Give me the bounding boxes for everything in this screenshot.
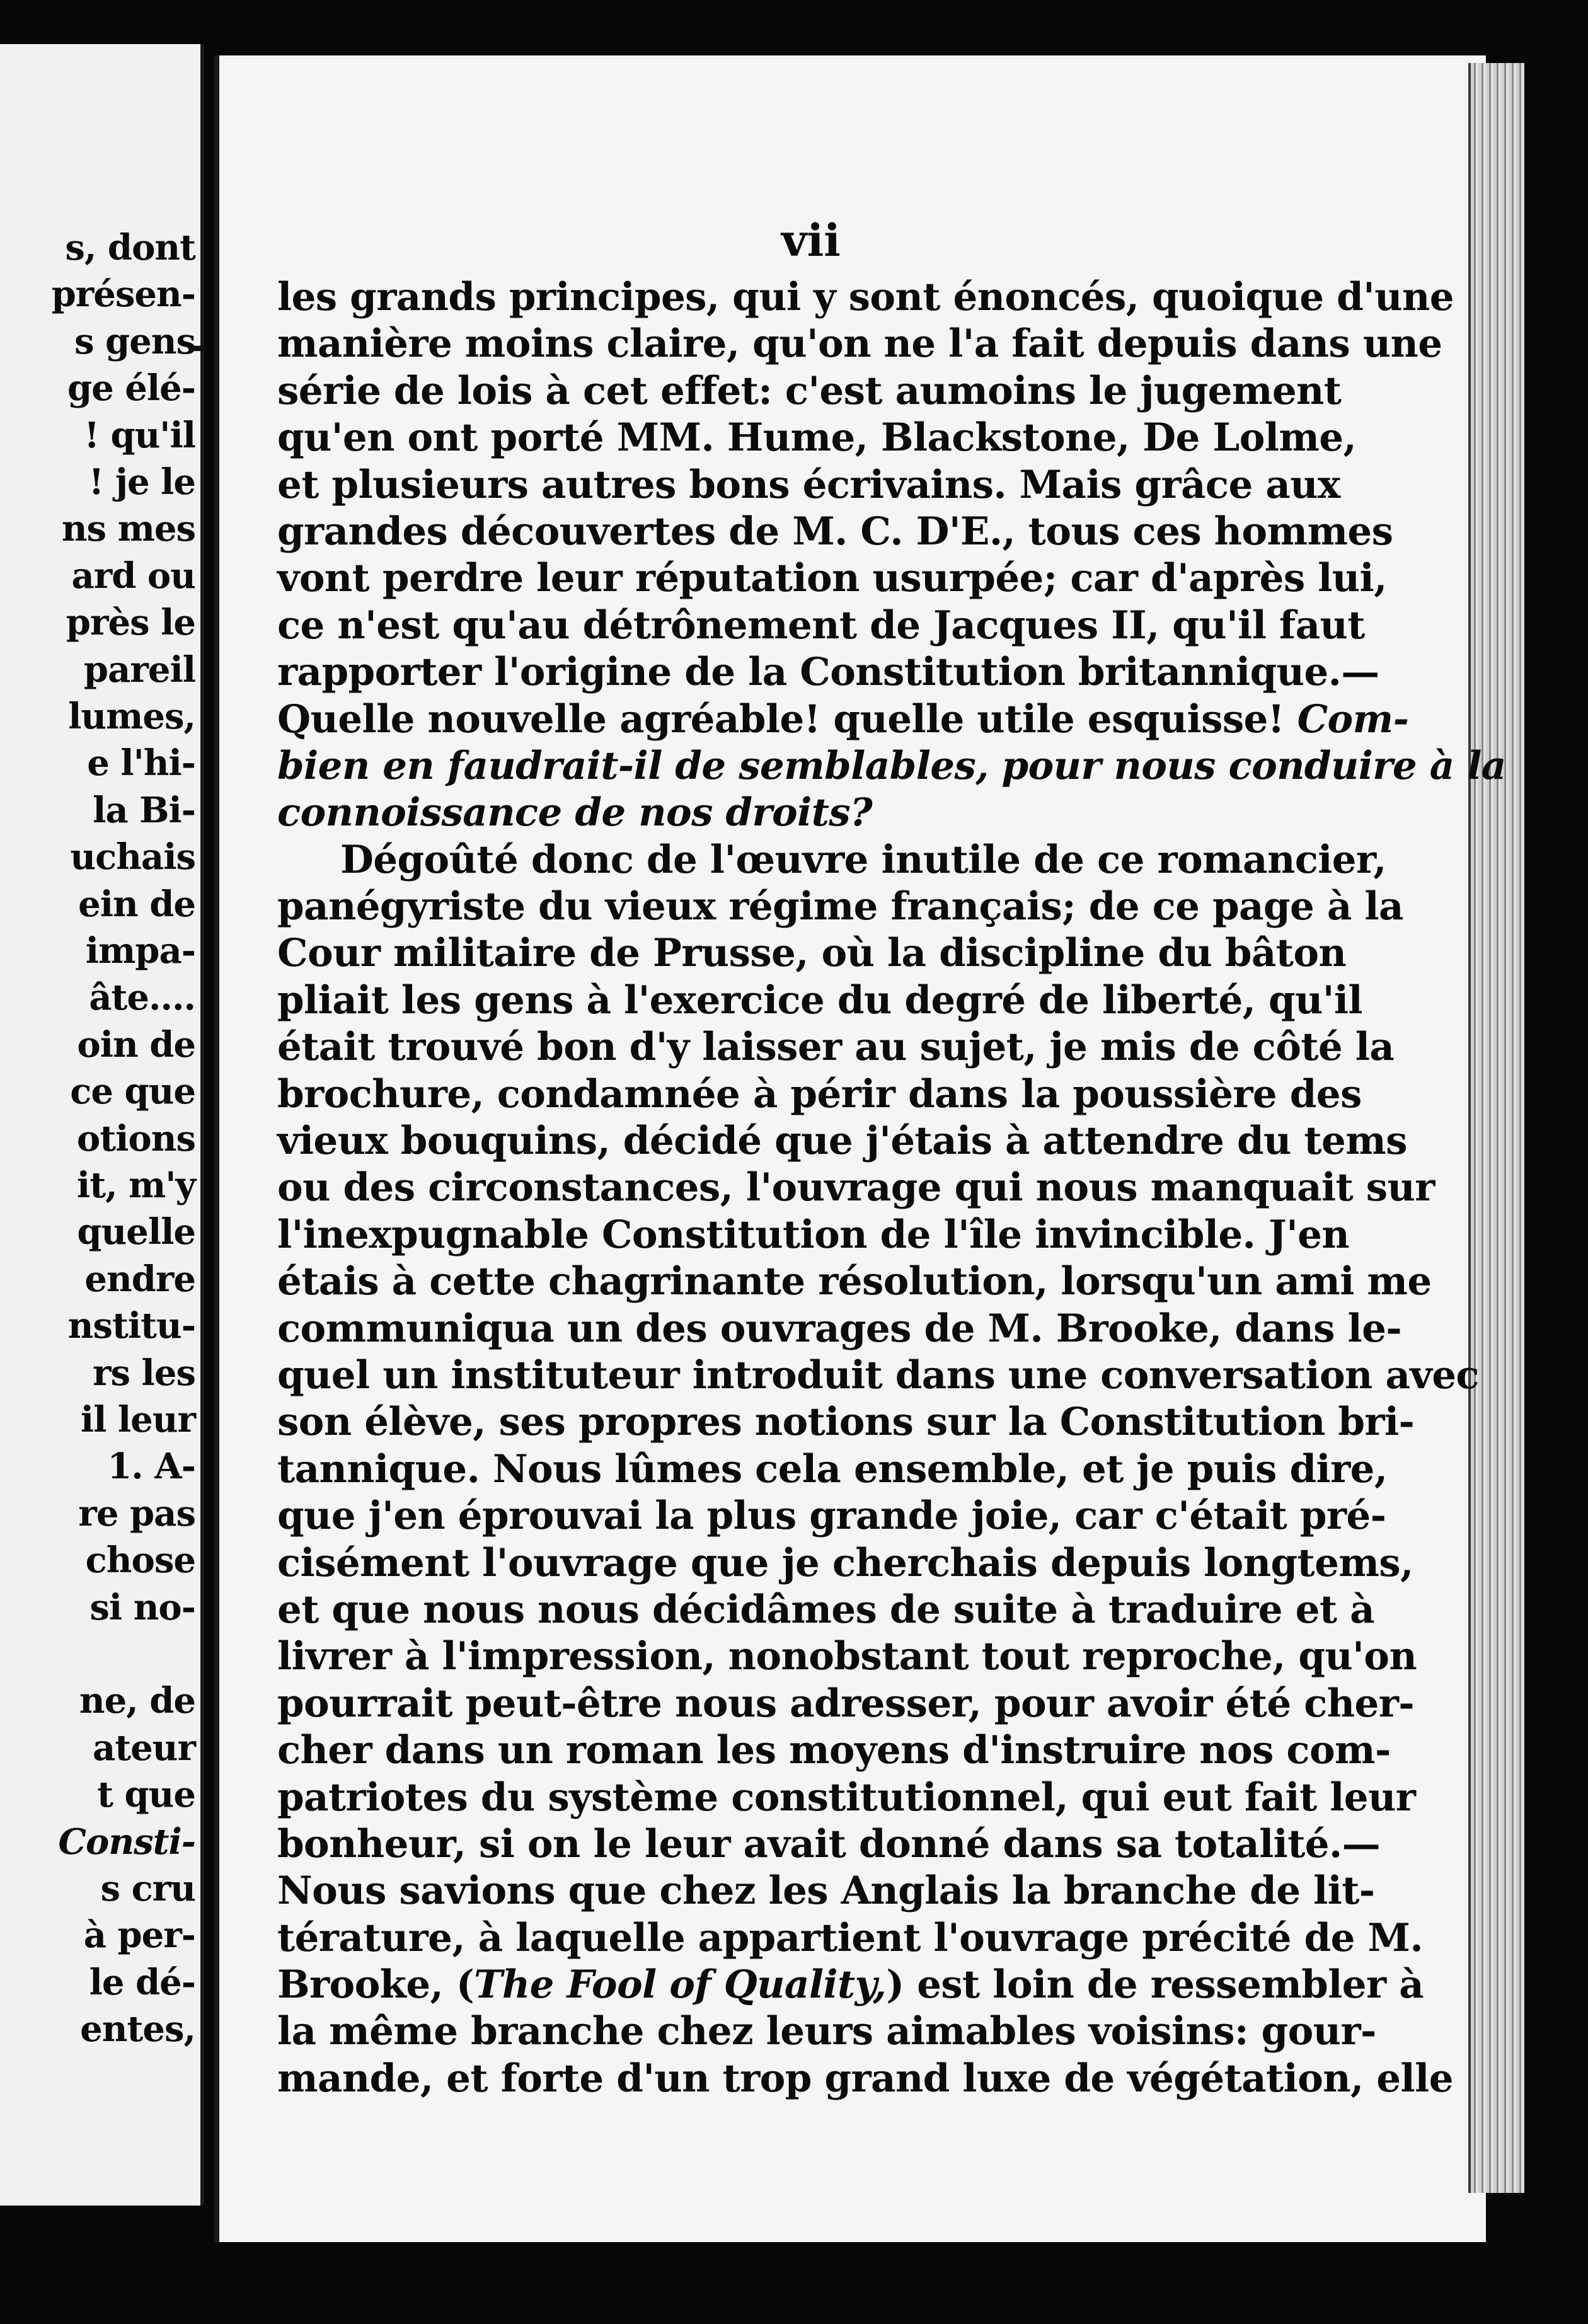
left-fragment-line: nstitu- [67,1305,195,1347]
left-fragment-line: ein de [78,883,195,925]
text-line [277,1681,1414,1727]
text-run: manière moins claire, qu'on ne l'a fait depuis dans une [277,321,1442,367]
left-fragment-line: âte.... [89,977,195,1019]
left-fragment-line: t que [97,1774,195,1816]
text-line [277,274,1454,321]
page-number: vii [781,214,841,267]
text-line [277,1212,1350,1258]
left-fragment-line: s gens [74,320,195,362]
stray-mark: ⁃ [190,328,209,372]
text-run: vieux bouquins, décidé que j'étais à attendre du tems [277,1119,1407,1164]
text-run: quel un instituteur introduit dans une conversation avec [277,1352,1479,1398]
body-text [277,274,1506,2102]
left-fragment-line: il leur [80,1399,195,1441]
left-fragment-line: oin de [77,1023,195,1066]
text-line [277,743,1506,790]
left-fragment-line: près le [66,602,195,644]
left-fragment-line: chose [85,1539,195,1582]
text-line [277,321,1442,367]
text-line [277,649,1379,696]
text-run: qu'en ont porté MM. Hume, Blackstone, De Lolme, [277,415,1357,461]
text-line [277,1306,1402,1352]
text-line [277,415,1357,461]
text-run: série de lois à cet effet: c'est aumoins le jugement [277,368,1342,413]
left-fragment-line: à per- [83,1914,195,1957]
left-fragment-line: ce que [70,1071,195,1113]
text-line [277,1024,1395,1071]
text-line [277,977,1362,1024]
previous-page-fragment [0,44,204,2206]
text-line [277,837,1386,883]
text-line [277,555,1387,602]
left-fragment-line: si no- [89,1586,195,1628]
text-run: et plusieurs autres bons écrivains. Mais grâce aux [277,462,1340,507]
left-fragment-line: ateur [93,1727,195,1769]
text-run: Dégoûté donc de l'œuvre inutile de ce romancier, [340,837,1386,882]
text-line [277,1727,1391,1774]
text-line [277,790,1317,836]
left-fragment-line: la Bi- [93,789,195,831]
left-fragment-line: ard ou [71,555,195,597]
left-fragment-line: quelle [77,1211,195,1253]
italic-run: Com- [1297,696,1409,742]
text-run: les grands principes, qui y sont énoncés, quoique d'une [277,275,1454,319]
text-line [277,1540,1413,1587]
text-run: cher dans un roman les moyens d'instruire nos com- [277,1728,1391,1773]
text-run: était trouvé bon d'y laisser au sujet, je mis de côté la [277,1025,1395,1070]
text-run: pliait les gens à l'exercice du degré de liberté, qu'il [277,977,1362,1023]
text-line [277,1633,1417,1680]
text-line [277,1821,1381,1868]
text-line [277,1915,1423,1962]
text-run: et que nous nous décidâmes de suite à traduire et à [277,1587,1374,1632]
text-run: tannique. Nous lûmes cela ensemble, et je puis dire, [277,1446,1388,1492]
left-fragment-line: le dé- [89,1961,195,2003]
text-line [277,509,1393,555]
left-fragment-line: it, m'y [76,1165,195,1206]
text-line [277,883,1403,930]
left-fragment-line: otions [76,1117,195,1159]
text-line [277,2056,1453,2102]
left-fragment-line: lumes, [68,696,195,737]
left-fragment-line: s cru [100,1868,195,1909]
text-run: ) est loin de ressembler à [886,1962,1424,2008]
text-line [277,462,1340,509]
left-fragment-line: ns mes [61,508,195,550]
italic-title: The Fool of Quality, [474,1962,887,2008]
text-run: panégyriste du vieux régime français; de ce page à la [277,884,1403,929]
left-fragment-line: entes, [80,2008,195,2051]
text-line [277,696,1409,743]
text-run: térature, à laquelle appartient l'ouvrage précité de M. [277,1915,1423,1960]
text-line [277,1352,1479,1399]
text-line [277,1587,1374,1633]
text-line [277,602,1365,649]
text-line [277,1868,1375,1914]
left-fragment-line: e l'hi- [87,742,195,785]
text-run: Quelle nouvelle agréable! quelle utile esquisse! [277,696,1284,742]
left-fragment-line: ne, de [79,1680,195,1722]
text-run: mande, et forte d'un trop grand luxe de végétation, elle [277,2056,1453,2101]
text-run: cisément l'ouvrage que je cherchais depuis longtems, [277,1540,1413,1585]
page-edge-shadow [1468,63,1524,2193]
left-fragment-line: re pas [78,1492,195,1534]
text-line [277,1399,1415,1446]
text-run: pourrait peut-être nous adresser, pour avoir été cher- [277,1681,1414,1726]
left-fragment-line: Consti- [58,1821,195,1863]
text-run: grandes découvertes de M. C. D'E., tous ces hommes [277,509,1393,554]
text-line [277,1493,1386,1539]
text-run: étais à cette chagrinante résolution, lorsqu'un ami me [277,1259,1432,1304]
left-fragment-line: rs les [93,1352,195,1394]
text-run: Brooke, ( [277,1962,475,2008]
text-line [277,1446,1388,1493]
text-run: brochure, condamnée à périr dans la poussière des [277,1071,1362,1117]
text-run: Cour militaire de Prusse, où la discipline du bâton [277,931,1347,976]
left-fragment-line: impa- [85,930,195,972]
text-run: patriotes du système constitutionnel, qui eut fait leur [277,1775,1416,1820]
left-fragment-line: présen- [51,273,195,316]
left-fragment-line: uchais [70,836,195,878]
left-fragment-line: s, dont [65,227,195,268]
text-run: communiqua un des ouvrages de M. Brooke, dans le- [277,1306,1402,1351]
text-line [277,1118,1407,1165]
left-fragment-line: ge élé- [67,367,195,410]
text-run: l'inexpugnable Constitution de l'île invincible. J'en [277,1212,1350,1257]
text-line [277,1165,1435,1211]
text-line [277,930,1347,977]
text-line [277,1258,1432,1305]
text-line [277,2008,1376,2055]
left-fragment-line: 1. A- [107,1446,195,1488]
italic-run: connoissance de nos droits? [277,790,873,836]
text-run: son élève, ses propres notions sur la Constitution bri- [277,1400,1415,1445]
left-fragment-line: endre [84,1258,195,1300]
text-run: ou des circonstances, l'ouvrage qui nous manquait sur [277,1165,1435,1211]
left-fragment-line: pareil [83,648,195,691]
text-run: livrer à l'impression, nonobstant tout reproche, qu'on [277,1634,1417,1679]
text-run: bonheur, si on le leur avait donné dans sa totalité.— [277,1821,1381,1867]
left-fragment-line: ! je le [88,461,195,503]
text-run: ce n'est qu'au détrônement de Jacques II, qu'il faut [277,602,1365,648]
text-line [277,1071,1362,1118]
text-run: Nous savions que chez les Anglais la branche de lit- [277,1868,1375,1914]
text-run: rapporter l'origine de la Constitution britannique.— [277,650,1379,695]
text-line [277,1775,1416,1821]
text-run: vont perdre leur réputation usurpée; car d'après lui, [277,556,1387,601]
italic-run: bien en faudrait-il de semblables, pour nous conduire à la [277,743,1506,788]
text-run: que j'en éprouvai la plus grande joie, car c'était pré- [277,1493,1386,1539]
text-run: la même branche chez leurs aimables voisins: gour- [277,2009,1376,2054]
text-line [277,1962,1424,2008]
left-fragment-line: ! qu'il [84,414,195,456]
text-line [277,368,1342,415]
